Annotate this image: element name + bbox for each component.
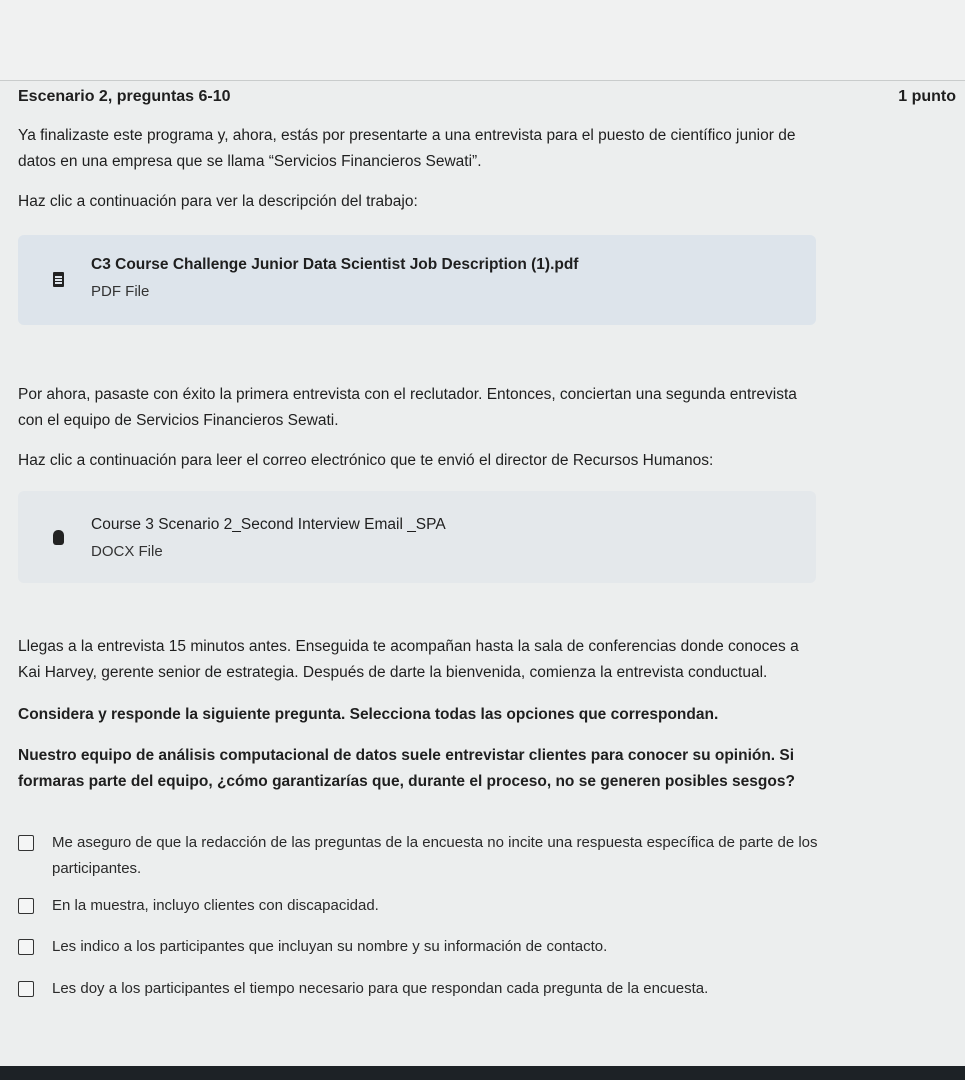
interview-context-text: Llegas a la entrevista 15 minutos antes. Enseguida te acompañan hasta la sala de conferencias donde conoces a Kai Harvey, gerente senior de estrategia. Después de darte la bienvenida, comienza la entrevista conductual. <box>18 638 799 681</box>
job-description-prompt: Haz clic a continuación para ver la descripción del trabajo: <box>18 193 418 210</box>
file-name: Course 3 Scenario 2_Second Interview Email _SPA <box>91 516 446 533</box>
divider <box>0 80 965 81</box>
question-header <box>18 84 956 110</box>
option-label: Me aseguro de que la redacción de las preguntas de la encuesta no incite una respuesta específica de parte de los participantes. <box>52 834 818 877</box>
top-band <box>0 0 965 80</box>
question-block <box>18 84 956 1030</box>
second-interview-text: Por ahora, pasaste con éxito la primera entrevista con el reclutador. Entonces, conciertan una segunda entrevista con el equipo de Servicios Financieros Sewati. <box>18 386 797 429</box>
checkbox[interactable] <box>18 835 34 851</box>
option-4[interactable] <box>18 976 818 1002</box>
instruction-text: Considera y responde la siguiente pregunta. Selecciona todas las opciones que correspondan. <box>18 706 719 723</box>
interview-email-file-link[interactable] <box>18 491 816 583</box>
email-prompt: Haz clic a continuación para leer el correo electrónico que te envió el director de Recursos Humanos: <box>18 452 714 469</box>
checkbox[interactable] <box>18 981 34 997</box>
option-label: En la muestra, incluyo clientes con discapacidad. <box>52 897 379 914</box>
job-description-file-link[interactable] <box>18 235 816 325</box>
options-list <box>18 830 956 1030</box>
bottom-band <box>0 1066 965 1080</box>
question-points: 1 punto <box>898 88 956 105</box>
option-3[interactable] <box>18 934 818 960</box>
option-2[interactable] <box>18 893 818 919</box>
option-label: Les doy a los participantes el tiempo necesario para que respondan cada pregunta de la encuesta. <box>52 980 709 997</box>
question-prompt: Nuestro equipo de análisis computacional de datos suele entrevistar clientes para conocer su opinión. Si formaras parte del equipo, ¿cómo garantizarías que, durante el proceso, no se generen posibles sesgos? <box>18 747 795 790</box>
file-name: C3 Course Challenge Junior Data Scientist Job Description (1).pdf <box>91 256 579 273</box>
intro-text: Ya finalizaste este programa y, ahora, estás por presentarte a una entrevista para el puesto de científico junior de datos en una empresa que se llama “Servicios Financieros Sewati”. <box>18 127 796 170</box>
document-icon <box>53 272 64 287</box>
question-title: Escenario 2, preguntas 6-10 <box>18 88 231 105</box>
file-type: PDF File <box>91 283 150 300</box>
option-label: Les indico a los participantes que incluyan su nombre y su información de contacto. <box>52 938 608 955</box>
checkbox[interactable] <box>18 898 34 914</box>
checkbox[interactable] <box>18 939 34 955</box>
option-1[interactable] <box>18 830 818 882</box>
file-type: DOCX File <box>91 543 163 560</box>
word-file-icon <box>53 530 64 545</box>
